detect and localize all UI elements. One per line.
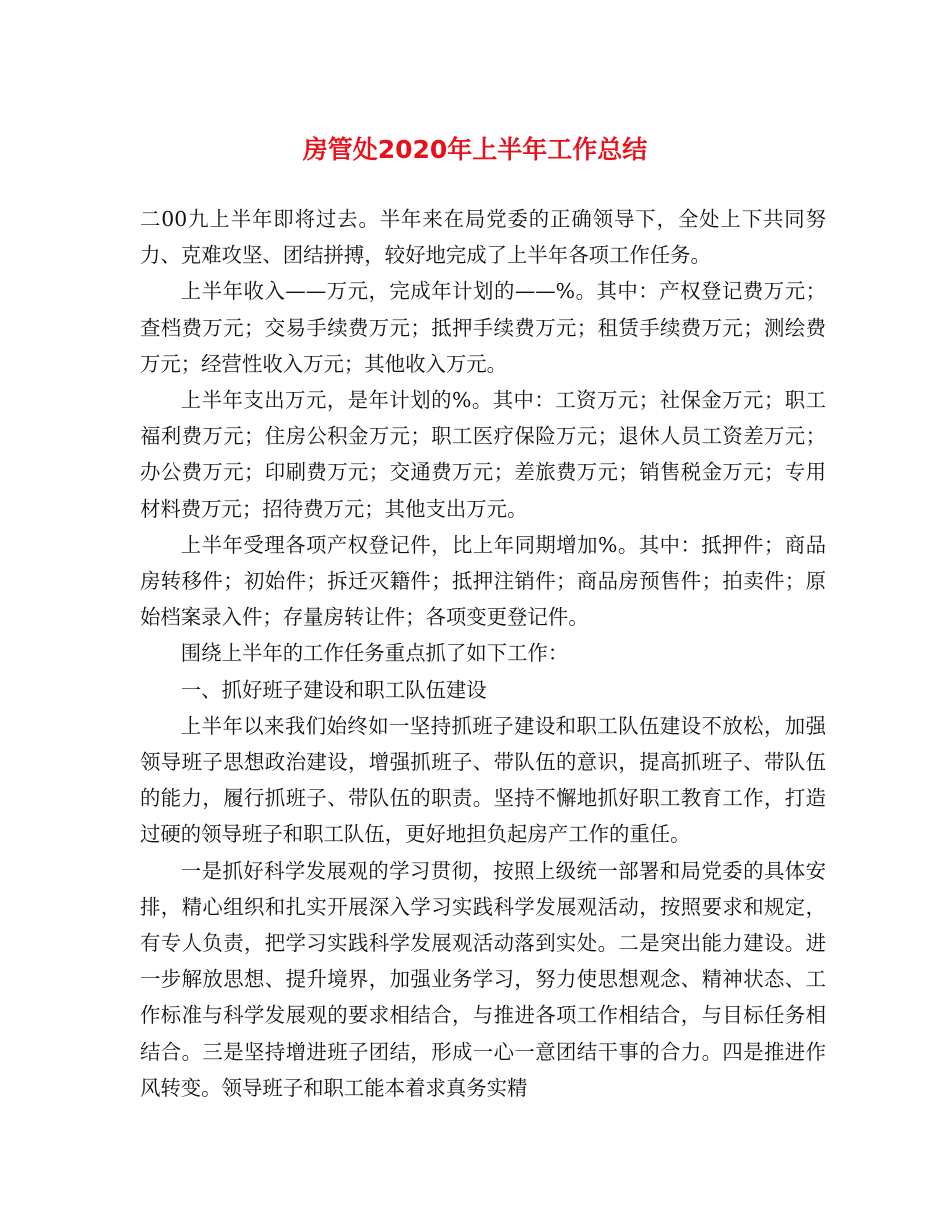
paragraph: 二00九上半年即将过去。半年来在局党委的正确领导下，全处上下共同努力、克难攻坚、团结拼搏，较好地完成了上半年各项工作任务。	[140, 207, 826, 268]
document-title: 房管处2020年上半年工作总结	[302, 135, 648, 164]
paragraph: 上半年以来我们始终如一坚持抓班子建设和职工队伍建设不放松，加强领导班子思想政治建设，增强抓班子、带队伍的意识，提高抓班子、带队伍的能力，履行抓班子、带队伍的职责。坚持不懈地抓好职工教育工作，打造过硬的领导班子和职工队伍，更好地担负起房产工作的重任。	[140, 713, 826, 847]
paragraph: 上半年支出万元，是年计划的%。其中：工资万元；社保金万元；职工福利费万元；住房公积金万元；职工医疗保险万元；退休人员工资差万元；办公费万元；印刷费万元；交通费万元；差旅费万元；销售税金万元；专用材料费万元；招待费万元；其他支出万元。	[140, 388, 826, 521]
paragraph: 一是抓好科学发展观的学习贯彻，按照上级统一部署和局党委的具体安排，精心组织和扎实开展深入学习实践科学发展观活动，按照要求和规定，有专人负责，把学习实践科学发展观活动落到实处。二是突出能力建设。进一步解放思想、提升境界，加强业务学习，努力使思想观念、精神状态、工作标准与科学发展观的要求相结合，与推进各项工作相结合，与目标任务相结合。三是坚持增进班子团结，形成一心一意团结干事的合力。四是推进作风转变。领导班子和职工能本着求真务实精	[140, 858, 826, 1100]
paragraph: 上半年收入——万元，完成年计划的——%。其中：产权登记费万元；查档费万元；交易手续费万元；抵押手续费万元；租赁手续费万元；测绘费万元；经营性收入万元；其他收入万元。	[140, 279, 826, 376]
section-heading: 一、抓好班子建设和职工队伍建设	[180, 677, 487, 702]
document-body	[140, 201, 826, 1106]
paragraph: 围绕上半年的工作任务重点抓了如下工作：	[180, 641, 569, 666]
paragraph: 上半年受理各项产权登记件，比上年同期增加%。其中：抵押件；商品房转移件；初始件；拆迁灭籍件；抵押注销件；商品房预售件；拍卖件；原始档案录入件；存量房转让件；各项变更登记件。	[140, 532, 826, 630]
